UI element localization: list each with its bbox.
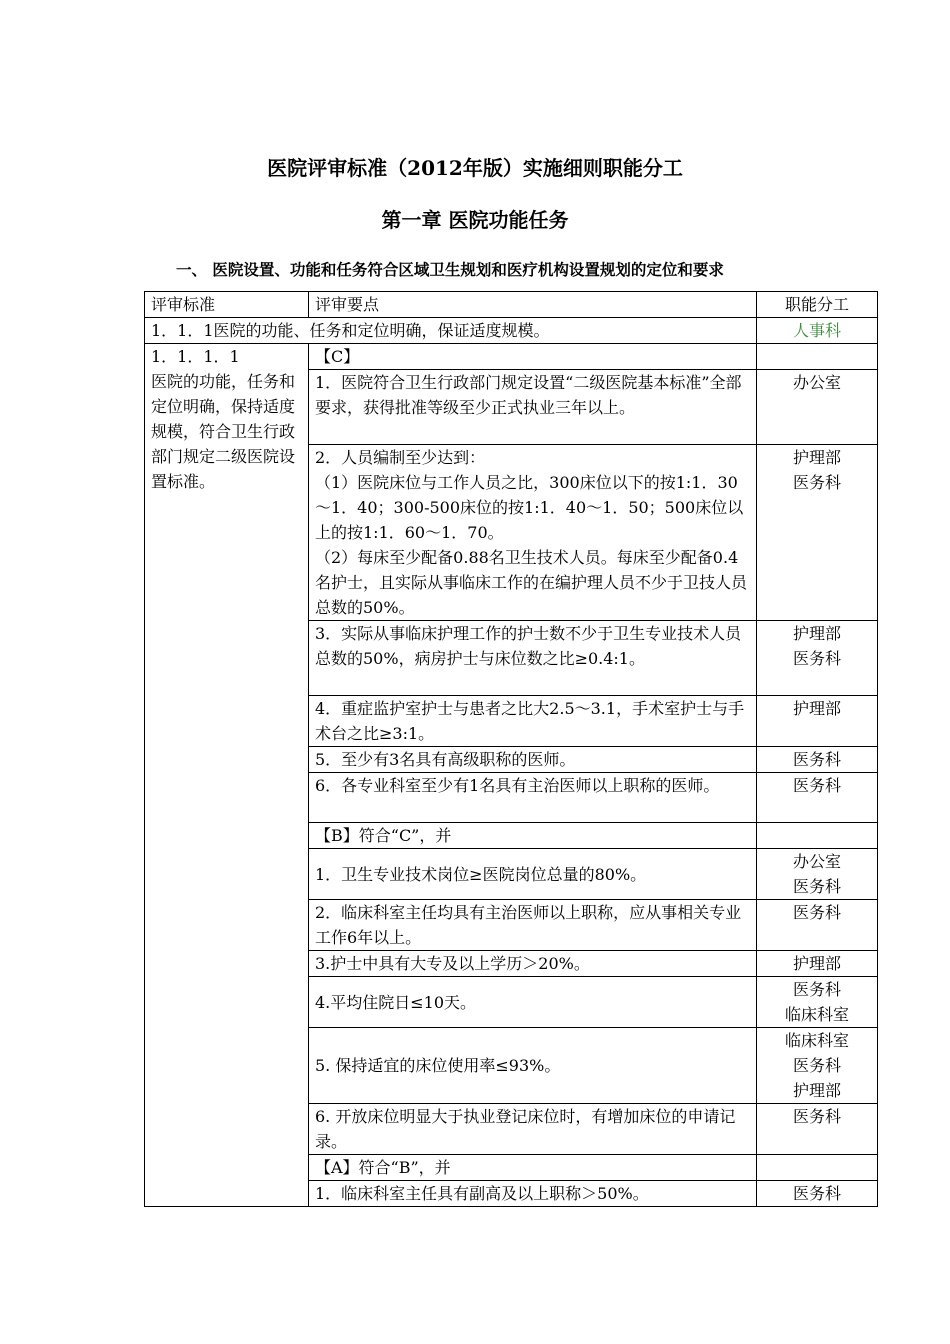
dept-cell: 医务科 xyxy=(757,1104,878,1155)
review-point: 1．临床科室主任具有副高及以上职称＞50%。 xyxy=(309,1181,757,1207)
dept-cell xyxy=(757,823,878,849)
section-title: 一、 医院设置、功能和任务符合区域卫生规划和医疗机构设置规划的定位和要求 xyxy=(176,260,724,279)
dept-cell: 护理部 xyxy=(757,951,878,977)
header-point: 评审要点 xyxy=(309,292,757,318)
review-point: 3．实际从事临床护理工作的护士数不少于卫生专业技术人员总数的50%，病房护士与床位数之比≥0.4:1。 xyxy=(309,621,757,696)
chapter-title: 第一章 医院功能任务 xyxy=(381,208,569,232)
clause-row xyxy=(145,318,878,344)
header-dept: 职能分工 xyxy=(757,292,878,318)
dept-cell: 护理部 医务科 xyxy=(757,621,878,696)
dept-cell: 医务科 xyxy=(757,900,878,951)
dept-cell: 护理部 医务科 xyxy=(757,445,878,621)
review-point: 5. 保持适宜的床位使用率≤93%。 xyxy=(309,1028,757,1104)
dept-cell: 医务科 xyxy=(757,773,878,823)
clause-text: 1．1．1医院的功能、任务和定位明确，保证适度规模。 xyxy=(145,318,757,344)
review-point: 1．医院符合卫生行政部门规定设置“二级医院基本标准”全部要求，获得批准等级至少正式执业三年以上。 xyxy=(309,370,757,445)
review-point: 4.平均住院日≤10天。 xyxy=(309,977,757,1028)
review-point: 【A】符合“B”，并 xyxy=(309,1155,757,1181)
review-point: 6. 开放床位明显大于执业登记床位时，有增加床位的申请记录。 xyxy=(309,1104,757,1155)
document-title: 医院评审标准（2012年版）实施细则职能分工 xyxy=(267,156,683,180)
review-point: 【B】符合“C”，并 xyxy=(309,823,757,849)
dept-cell: 办公室 医务科 xyxy=(757,849,878,900)
review-point: 5．至少有3名具有高级职称的医师。 xyxy=(309,747,757,773)
review-point: 2．人员编制至少达到： （1）医院床位与工作人员之比，300床位以下的按1:1．30～1．40；300-500床位的按1:1．40～1．50；500床位以上的按1:1．60～1．70。 （2）每床至少配备0.88名卫生技术人员。每床至少配备0.4名护士，且实际从事临床工作的在编护理人员不少于卫技人员总数的50%。 xyxy=(309,445,757,621)
dept-cell: 医务科 xyxy=(757,747,878,773)
review-point: 2．临床科室主任均具有主治医师以上职称，应从事相关专业工作6年以上。 xyxy=(309,900,757,951)
dept-cell: 办公室 xyxy=(757,370,878,445)
header-standard: 评审标准 xyxy=(145,292,309,318)
dept-cell: 医务科 xyxy=(757,1181,878,1207)
clause-dept: 人事科 xyxy=(757,318,878,344)
standard-text: 1．1．1．1 医院的功能，任务和定位明确，保持适度规模，符合卫生行政部门规定二级医院设置标准。 xyxy=(145,344,309,1207)
review-point: 3.护士中具有大专及以上学历＞20%。 xyxy=(309,951,757,977)
review-point: 【C】 xyxy=(309,344,757,370)
dept-cell xyxy=(757,344,878,370)
dept-cell: 护理部 xyxy=(757,696,878,747)
table-header-row xyxy=(145,292,878,318)
dept-cell: 医务科 临床科室 xyxy=(757,977,878,1028)
dept-cell: 临床科室 医务科 护理部 xyxy=(757,1028,878,1104)
review-point: 4．重症监护室护士与患者之比大2.5～3.1，手术室护士与手术台之比≥3:1。 xyxy=(309,696,757,747)
review-point: 1．卫生专业技术岗位≥医院岗位总量的80%。 xyxy=(309,849,757,900)
standards-table xyxy=(144,291,878,1207)
review-point: 6．各专业科室至少有1名具有主治医师以上职称的医师。 xyxy=(309,773,757,823)
table-row xyxy=(145,344,878,370)
dept-cell xyxy=(757,1155,878,1181)
